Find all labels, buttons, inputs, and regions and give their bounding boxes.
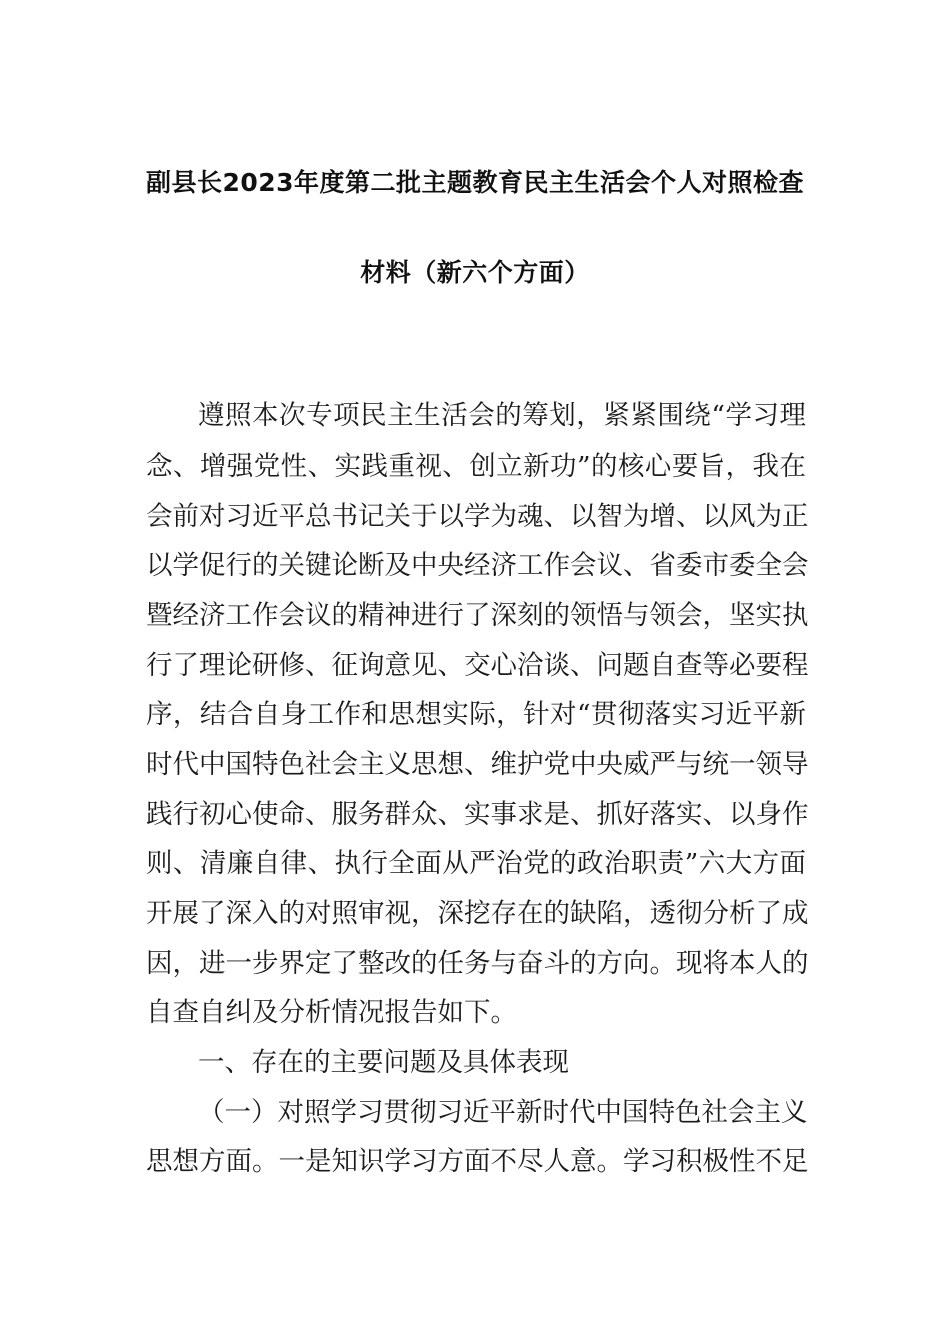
section-heading: 一、存在的主要问题及具体表现	[198, 1047, 569, 1078]
paragraph-1-line: 念、增强党性、实践重视、创立新功”的核心要旨，我在	[146, 451, 806, 482]
paragraph-1-line: 践行初心使命、服务群众、实事求是、抓好落实、以身作	[146, 799, 809, 830]
paragraph-1-line: 序，结合自身工作和思想实际，针对“贯彻落实习近平新	[146, 699, 806, 730]
paragraph-2-line: （一）对照学习贯彻习近平新时代中国特色社会主义	[198, 1097, 808, 1128]
paragraph-2-line: 思想方面。一是知识学习方面不尽人意。学习积极性不足	[146, 1146, 809, 1177]
document-title-line-2: 材料（新六个方面）	[360, 258, 590, 287]
document-title-line-1: 副县长2023年度第二批主题教育民主生活会个人对照检查	[145, 168, 805, 197]
paragraph-1-line: 因，进一步界定了整改的任务与奋斗的方向。现将本人的	[146, 948, 809, 979]
paragraph-1-line: 遵照本次专项民主生活会的筹划，紧紧围绕“学习理	[198, 400, 806, 431]
paragraph-1-line: 暨经济工作会议的精神进行了深刻的领悟与领会，坚实执	[146, 600, 809, 631]
paragraph-1-line: 会前对习近平总书记关于以学为魂、以智为增、以风为正	[146, 501, 809, 532]
paragraph-1-line: 以学促行的关键论断及中央经济工作会议、省委市委全会	[146, 550, 809, 581]
paragraph-1-line: 自查自纠及分析情况报告如下。	[146, 997, 517, 1028]
paragraph-1-line: 开展了深入的对照审视，深挖存在的缺陷，透彻分析了成	[146, 898, 809, 929]
paragraph-1-line: 行了理论研修、征询意见、交心洽谈、问题自查等必要程	[146, 650, 809, 681]
paragraph-1-line: 则、清廉自律、执行全面从严治党的政治职责”六大方面	[146, 848, 806, 879]
paragraph-1-line: 时代中国特色社会主义思想、维护党中央威严与统一领导	[146, 749, 809, 780]
